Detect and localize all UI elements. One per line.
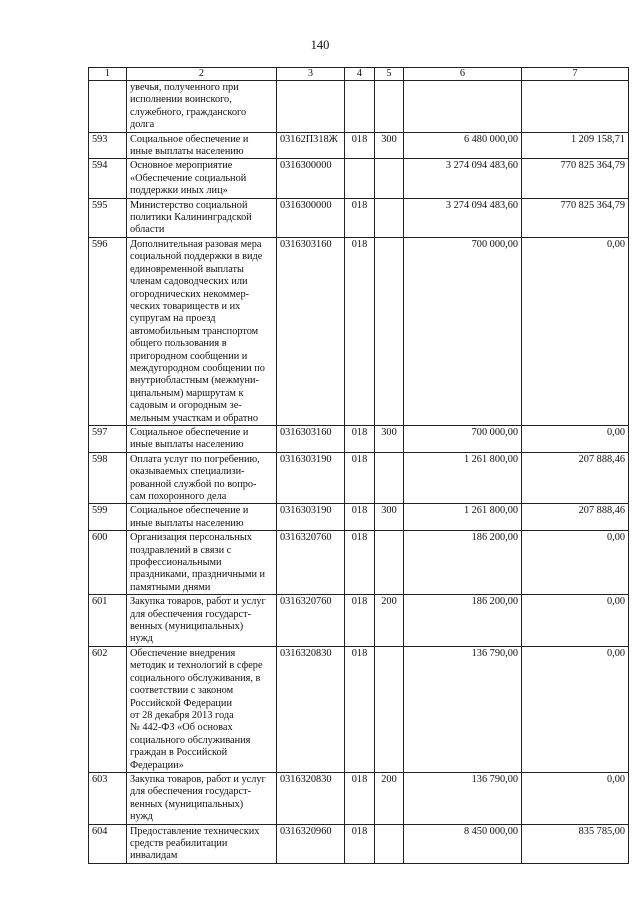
row-grbs-code: 018 [345,425,375,452]
table-row [89,452,629,504]
header-col-3: 3 [277,68,345,81]
row-amount-plan: 1 261 800,00 [404,452,522,504]
row-number: 604 [89,824,127,863]
row-amount-plan: 700 000,00 [404,237,522,425]
row-grbs-code: 018 [345,772,375,824]
table-row [89,504,629,531]
row-name [127,237,277,425]
row-name-line: Дополнительная разовая мера [130,238,262,250]
row-name-line: Основное мероприятие [130,160,233,172]
table-row [89,531,629,595]
header-col-2: 2 [127,68,277,81]
row-name [127,772,277,824]
row-name-line: Российской Федерации [130,697,232,709]
row-name-line: инвалидам [130,850,178,862]
row-name-line: Социальное обеспечение и [130,426,249,438]
row-name-line: единовременной выплаты [130,263,244,275]
row-name-line: для обеспечения государст- [130,608,252,620]
row-name-line: сам похоронного дела [130,491,227,502]
row-name-line: праздниками, праздничными и [130,569,266,581]
row-name-line: Предоставление технических [130,825,260,837]
header-col-5: 5 [375,68,404,81]
row-grbs-code [345,81,375,133]
row-name-line: междугородном сообщении по [130,362,265,374]
row-expense-type: 300 [375,132,404,159]
row-amount-actual: 835 785,00 [522,824,629,863]
row-name-line: Министерство социальной [130,199,248,211]
row-amount-plan: 3 274 094 483,60 [404,159,522,198]
row-name-line: членам садоводческих или [130,276,248,288]
row-name-line: супругам на проезд [130,313,216,325]
row-name-line: оказываемых специализи- [130,466,245,478]
row-amount-plan: 136 790,00 [404,772,522,824]
row-name-line: автомобильным транспортом [130,325,259,337]
row-target-code: 0316303160 [277,237,345,425]
row-name-line: общего пользования в [130,338,227,350]
row-name-line: Закупка товаров, работ и услуг [130,773,266,785]
row-name-line: Обеспечение внедрения [130,647,236,659]
row-expense-type: 200 [375,772,404,824]
row-target-code: 0316303190 [277,452,345,504]
row-amount-actual: 207 888,46 [522,504,629,531]
row-name-line: долга [130,119,155,131]
row-amount-actual [522,81,629,133]
row-target-code: 0316300000 [277,159,345,198]
row-name-line: мельным участкам и обратно [130,412,258,424]
row-expense-type [375,531,404,595]
row-expense-type [375,237,404,425]
row-number: 602 [89,646,127,772]
row-name-line: ческих товариществ и их [130,300,241,312]
row-name-line: от 28 декабря 2013 года [130,709,234,721]
row-name-line: поддержки иных лиц» [130,185,228,197]
row-number: 596 [89,237,127,425]
table-row [89,425,629,452]
table-row [89,237,629,425]
row-name-line: исполнении воинского, [130,94,232,106]
row-amount-actual: 0,00 [522,531,629,595]
row-name-line: области [130,224,165,236]
header-row [89,68,629,81]
header-col-1: 1 [89,68,127,81]
row-name-line: нужд [130,811,153,823]
row-name-line: поздравлений в связи с [130,544,232,556]
table-row [89,81,629,133]
row-number: 600 [89,531,127,595]
header-col-7: 7 [522,68,629,81]
row-expense-type [375,646,404,772]
row-name [127,646,277,772]
row-target-code: 0316303160 [277,425,345,452]
row-amount-actual: 1 209 158,71 [522,132,629,159]
row-name-line: Организация персональных [130,532,252,544]
row-name-line: иные выплаты населению [130,146,244,158]
row-name [127,425,277,452]
row-name [127,531,277,595]
row-amount-plan: 136 790,00 [404,646,522,772]
row-name-line: соответствии с законом [130,685,234,697]
row-name [127,824,277,863]
row-name [127,452,277,504]
row-name-line: средств реабилитации [130,837,228,849]
row-name [127,81,277,133]
row-amount-plan: 186 200,00 [404,531,522,595]
row-number: 593 [89,132,127,159]
row-number [89,81,127,133]
row-number: 595 [89,198,127,237]
row-name-line: увечья, полученного при [130,82,239,93]
row-amount-plan [404,81,522,133]
row-name-line: политики Калининградской [130,212,252,224]
row-name-line: иные выплаты населению [130,439,244,451]
row-target-code: 0316303190 [277,504,345,531]
row-expense-type: 300 [375,504,404,531]
row-number: 601 [89,595,127,647]
row-name-line: граждан в Российской [130,747,228,759]
row-expense-type: 300 [375,425,404,452]
row-name-line: Оплата услуг по погребению, [130,453,260,465]
page-number: 140 [310,38,330,52]
row-target-code: 0316300000 [277,198,345,237]
row-amount-plan: 6 480 000,00 [404,132,522,159]
row-amount-actual: 770 825 364,79 [522,198,629,237]
row-grbs-code: 018 [345,198,375,237]
row-target-code: 0316320960 [277,824,345,863]
row-name-line: ципальным) маршрутам к [130,387,244,399]
row-amount-actual: 0,00 [522,646,629,772]
row-name-line: Социальное обеспечение и [130,505,249,517]
row-name-line: Социальное обеспечение и [130,133,249,145]
header-col-6: 6 [404,68,522,81]
row-name-line: социального обслуживания, в [130,672,261,684]
row-name [127,132,277,159]
table-row [89,132,629,159]
table-row [89,646,629,772]
row-name-line: венных (муниципальных) [130,621,244,633]
row-amount-plan: 700 000,00 [404,425,522,452]
row-expense-type [375,198,404,237]
row-amount-actual: 0,00 [522,595,629,647]
row-name-line: памятными днями [130,581,211,593]
row-name [127,159,277,198]
row-name [127,595,277,647]
row-grbs-code: 018 [345,132,375,159]
row-number: 594 [89,159,127,198]
table-row [89,772,629,824]
row-name-line: огороднических некоммер- [130,288,250,300]
row-name-line: Закупка товаров, работ и услуг [130,596,266,608]
row-target-code: 0316320830 [277,646,345,772]
row-name-line: садовым и огородным зе- [130,400,242,412]
row-name-line: иные выплаты населению [130,517,244,529]
row-name-line: для обеспечения государст- [130,786,252,798]
row-target-code: 03162П318Ж [277,132,345,159]
table-body [89,81,629,864]
row-amount-actual: 0,00 [522,237,629,425]
row-grbs-code: 018 [345,452,375,504]
row-name-line: социальной поддержки в виде [130,251,263,263]
row-number: 599 [89,504,127,531]
row-target-code: 0316320760 [277,595,345,647]
row-amount-plan: 1 261 800,00 [404,504,522,531]
table-row [89,595,629,647]
row-name-line: методик и технологий в сфере [130,660,263,672]
row-target-code: 0316320760 [277,531,345,595]
row-number: 598 [89,452,127,504]
row-expense-type [375,452,404,504]
row-amount-actual: 0,00 [522,425,629,452]
row-name-line: пригородном сообщении и [130,350,248,362]
row-name-line: № 442-ФЗ «Об основах [130,722,233,734]
row-name-line: служебного, гражданского [130,106,247,118]
row-amount-actual: 207 888,46 [522,452,629,504]
row-name [127,504,277,531]
table-row [89,159,629,198]
row-expense-type [375,81,404,133]
row-name-line: профессиональными [130,557,222,569]
row-name-line: венных (муниципальных) [130,798,244,810]
row-amount-actual: 770 825 364,79 [522,159,629,198]
row-target-code: 0316320830 [277,772,345,824]
row-amount-plan: 8 450 000,00 [404,824,522,863]
table-row [89,198,629,237]
row-name-line: внутриобластным (межмуни- [130,375,259,387]
row-number: 597 [89,425,127,452]
row-name-line: рованной службой по вопро- [130,478,257,490]
row-grbs-code: 018 [345,237,375,425]
row-grbs-code: 018 [345,824,375,863]
budget-table [88,67,629,864]
row-grbs-code: 018 [345,595,375,647]
row-target-code [277,81,345,133]
row-number: 603 [89,772,127,824]
table-row [89,824,629,863]
row-expense-type: 200 [375,595,404,647]
row-name [127,198,277,237]
row-expense-type [375,159,404,198]
row-grbs-code: 018 [345,504,375,531]
row-name-line: «Обеспечение социальной [130,172,247,184]
header-col-4: 4 [345,68,375,81]
row-grbs-code: 018 [345,646,375,772]
row-grbs-code: 018 [345,531,375,595]
row-amount-actual: 0,00 [522,772,629,824]
row-expense-type [375,824,404,863]
row-grbs-code [345,159,375,198]
row-name-line: нужд [130,633,153,645]
row-name-line: Федерации» [130,759,184,771]
row-name-line: социального обслуживания [130,734,251,746]
row-amount-plan: 186 200,00 [404,595,522,647]
row-amount-plan: 3 274 094 483,60 [404,198,522,237]
